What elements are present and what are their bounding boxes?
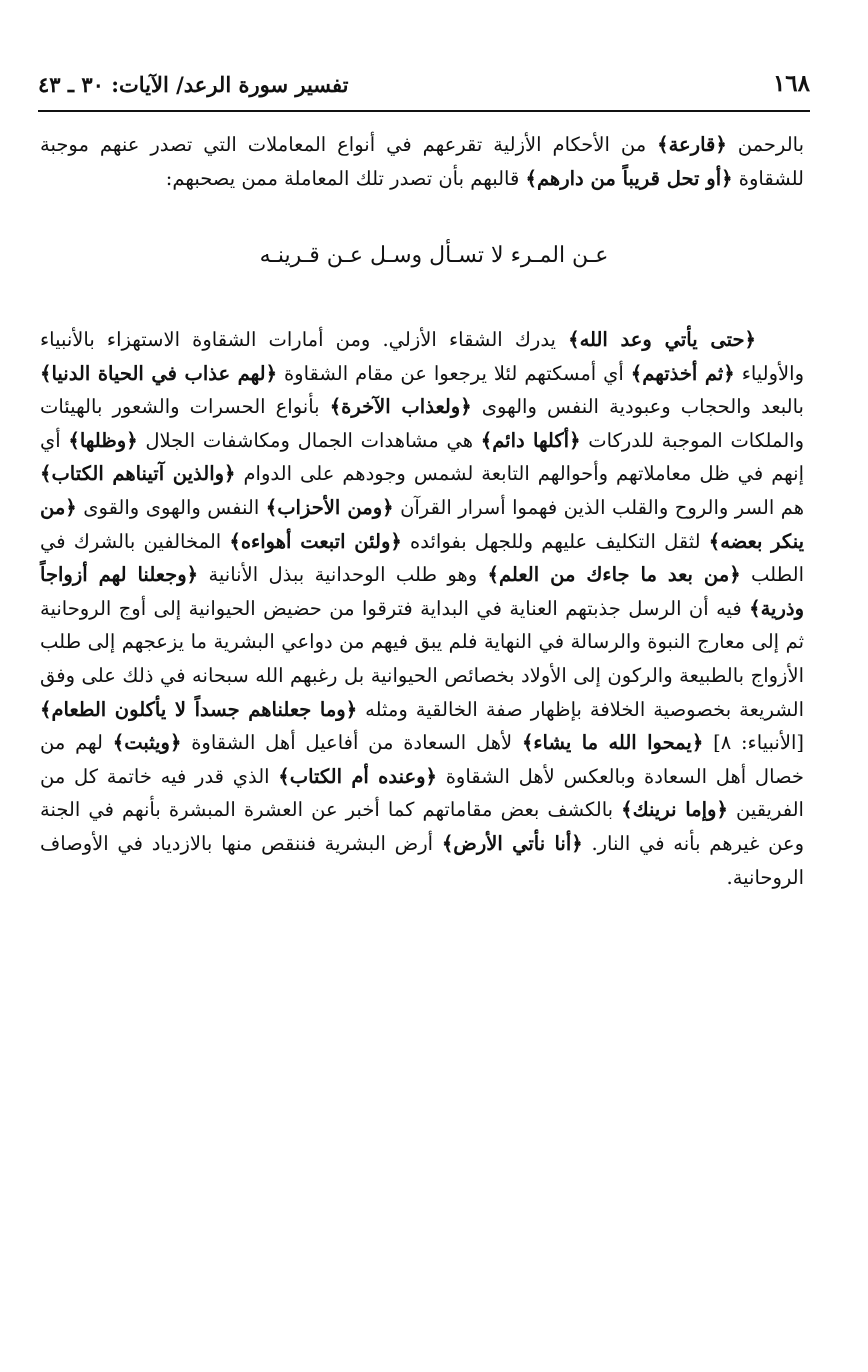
commentary-text: لأهل السعادة من أفاعيل أهل الشقاوة: [191, 731, 513, 755]
intro-text-3: قالبهم بأن تصدر تلك المعاملة ممن يصحبهم:: [165, 166, 520, 190]
commentary-text: الذي قدر فيه خاتمة كل من الفريقين: [40, 764, 804, 822]
quran-quote: ﴿ يمحوا الله ما يشاء ﴾: [522, 731, 703, 754]
commentary-text: بالكشف بعض مقاماتهم كما أخبر عن العشرة المبشرة بأنهم في الجنة وعن غيرهم بأنه في النار.: [40, 798, 804, 855]
commentary-text: بأنواع الحسرات والشعور بالهيئات والملكات الموجبة للدركات: [40, 395, 805, 452]
quran-quote: ﴿ وجعلنا لهم أزواجاً وذرية ﴾: [40, 563, 804, 620]
quran-reference: [الأنبياء: ٨]: [713, 731, 804, 755]
quran-quote: ﴿ من بعد ما جاءك من العلم ﴾: [488, 563, 741, 586]
running-title: تفسير سورة الرعد/ الآيات: ٣٠ ـ ٤٣: [38, 72, 349, 97]
commentary-text: بالبعد والحجاب وعبودية النفس والهوى: [481, 395, 804, 419]
quran-quote: ﴿ ولئن اتبعت أهواءه ﴾: [229, 530, 401, 553]
commentary-text: لهم من خصال أهل السعادة وبالعكس لأهل الشقاوة: [40, 731, 804, 788]
quran-quote: ﴿ والذين آتيناهم الكتاب ﴾: [40, 462, 235, 485]
quran-quote: ﴿ من ينكر بعضه ﴾: [40, 496, 804, 553]
quran-quote: ﴿ وعنده أم الكتاب ﴾: [278, 765, 437, 788]
intro-paragraph: [40, 128, 804, 195]
header-divider: [38, 110, 810, 112]
commentary-paragraph: [40, 323, 804, 894]
quran-quote: ﴿ أكلها دائم ﴾: [481, 429, 581, 452]
quran-quote: ﴿ وظلها ﴾: [68, 429, 137, 452]
quran-quote: ﴿ قارعة ﴾: [657, 133, 727, 156]
page-header: [38, 70, 810, 110]
quran-quote: ﴿ حتى يأتي وعد الله ﴾: [568, 328, 756, 351]
commentary-text: لثقل التكليف عليهم وللجهل بفوائده: [410, 529, 701, 553]
quran-quote: ﴿ أنا نأتي الأرض ﴾: [442, 832, 583, 855]
quran-quote: ﴿ وما جعلناهم جسداً لا يأكلون الطعام ﴾: [40, 698, 357, 721]
quran-quote: ﴿ ولعذاب الآخرة ﴾: [330, 395, 472, 418]
page-number: ١٦٨: [772, 70, 810, 97]
commentary-text: أي أمسكتهم لئلا يرجعوا عن مقام الشقاوة: [283, 361, 624, 385]
commentary-text: المخالفين بالشرك في الطلب: [40, 529, 804, 587]
quran-quote: ﴿ وإما نرينك ﴾: [621, 798, 728, 821]
commentary-text: النفس والهوى والقوى: [83, 495, 260, 519]
quran-quote: ﴿ ويثبت ﴾: [113, 731, 182, 754]
commentary-text: أي إنهم في ظل معاملاتهم وأحوالهم التابعة لشمس وجودهم على الدوام: [40, 428, 804, 486]
commentary-text: فيه أن الرسل جذبتهم العناية في البداية فترقوا من حضيض الحيوانية إلى أوج الروحانية ثم إلى معارج النبوة والرسالة في النهاية فلم يبق فيهم من دواعي البشرية ما يزعجهم إلى طلب الأزواج بالطبيعة والركون إلى الأولاد بخصائص الحيوانية بل رغبهم الله سبحانه في ذلك على وفق الشريعة بخصوصية الخلافة بإظهار صفة الخالقية ومثله: [40, 596, 804, 721]
quran-quote: ﴿ ومن الأحزاب ﴾: [266, 496, 394, 519]
quran-quote: ﴿ أو تحل قريباً من دارهم ﴾: [526, 167, 733, 190]
poetry-verse: عـن المـرء لا تسـأل وسـل عـن قـرينـه: [259, 243, 609, 268]
quran-quote: ﴿ ثم أخذتهم ﴾: [631, 362, 735, 385]
commentary-text: أرض البشرية فننقص منها بالازدياد في الأوصاف الروحانية.: [40, 831, 804, 889]
quran-quote: ﴿ لهم عذاب في الحياة الدنيا ﴾: [40, 362, 277, 385]
intro-text-2: من الأحكام الأزلية تقرعهم في أنواع المعاملات التي تصدر عنهم موجبة للشقاوة: [40, 133, 804, 190]
commentary-text: هي مشاهدات الجمال ومكاشفات الجلال: [145, 428, 474, 452]
commentary-text: وهو طلب الوحدانية ببذل الأنانية: [208, 563, 478, 587]
commentary-text: يدرك الشقاء الأزلي. ومن أمارات الشقاوة الاستهزاء بالأنبياء والأولياء: [40, 328, 804, 385]
intro-text-1: بالرحمن: [737, 133, 805, 156]
commentary-text: هم السر والروح والقلب الذين فهموا أسرار القرآن: [400, 495, 805, 519]
